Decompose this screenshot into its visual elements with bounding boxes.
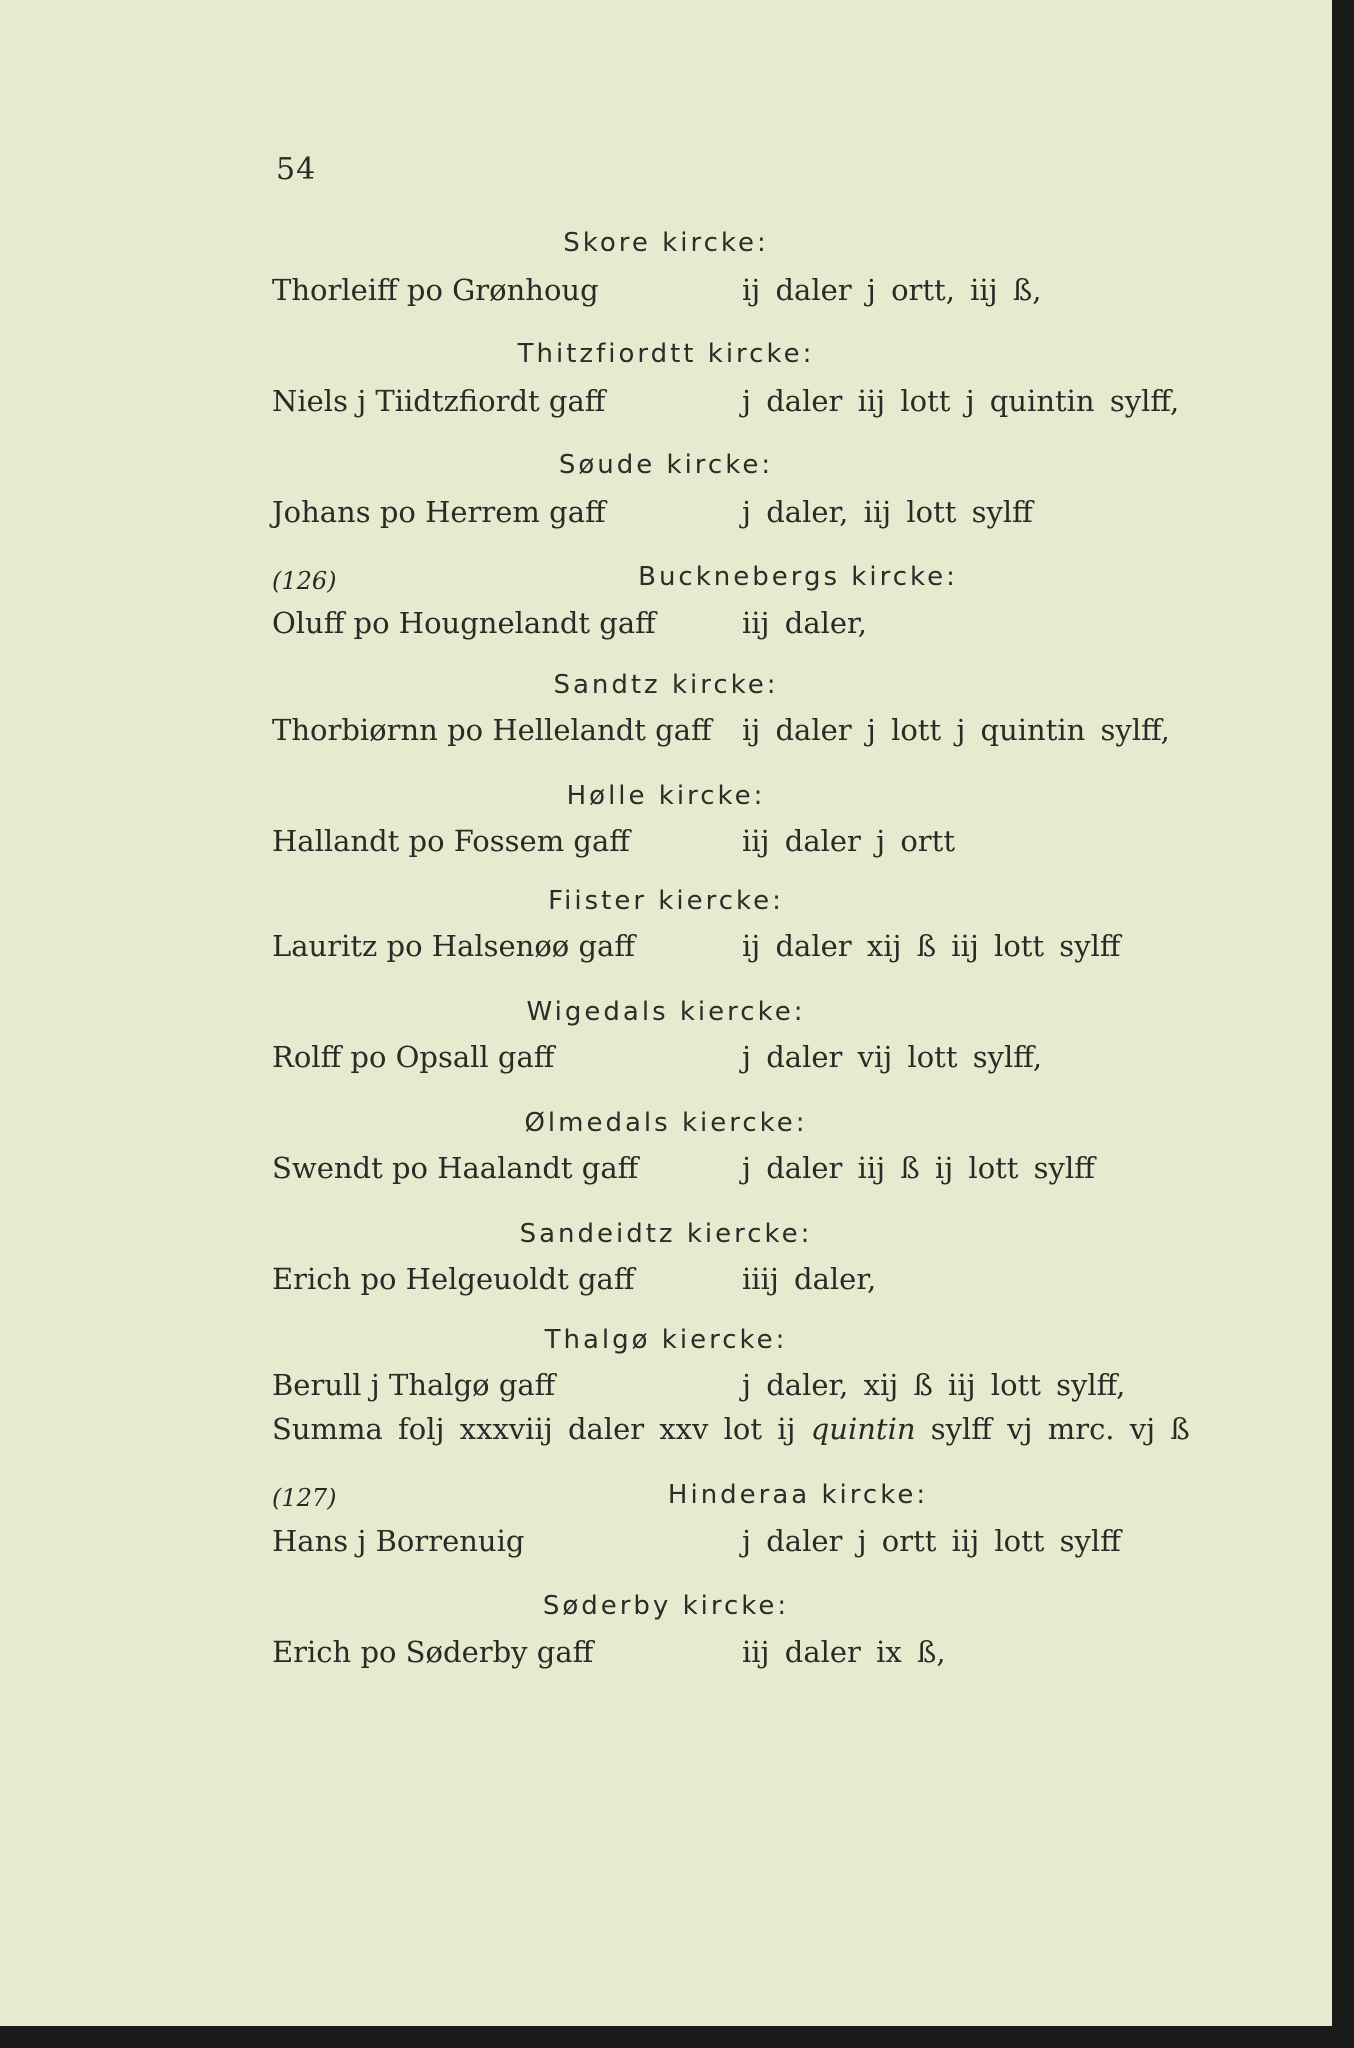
- donor-text: Niels j Tiidtzfiordt gaff: [272, 384, 606, 418]
- amount-text: j daler iij lott j quintin sylff,: [742, 384, 1180, 418]
- page-marker: (127): [272, 1484, 337, 1512]
- summa-prefix: Summa folj: [272, 1412, 445, 1446]
- church-heading: Fiister kiercke:: [548, 886, 784, 916]
- amount-text: j daler, xij ß iij lott sylff,: [742, 1368, 1126, 1402]
- donor-text: Swendt po Haalandt gaff: [272, 1151, 639, 1185]
- donor-text: Erich po Søderby gaff: [272, 1635, 594, 1669]
- amount-text: ij daler j ortt, iij ß,: [742, 273, 1042, 307]
- amount-text: iij daler ix ß,: [742, 1635, 946, 1669]
- church-heading: Thitzfiordtt kircke:: [517, 339, 815, 369]
- donor-text: Thorleiff po Grønhoug: [272, 273, 599, 307]
- summa-text: xxxviij daler xxv lot ij: [459, 1412, 796, 1446]
- church-heading: Thalgø kiercke:: [544, 1325, 788, 1355]
- amount-text: iiij daler,: [742, 1262, 877, 1296]
- page-number: 54: [276, 152, 317, 187]
- page-marker: (126): [272, 567, 337, 595]
- summa-quintin: quintin: [810, 1412, 916, 1446]
- church-heading: Hinderaa kircke:: [667, 1480, 929, 1510]
- amount-text: j daler vij lott sylff,: [742, 1040, 1043, 1074]
- donor-text: Oluff po Hougnelandt gaff: [272, 606, 656, 640]
- church-heading: Sandtz kircke:: [553, 670, 779, 700]
- amount-text: iij daler,: [742, 606, 867, 640]
- amount-text: j daler, iij lott sylff: [742, 495, 1033, 529]
- church-heading: Skore kircke:: [563, 228, 769, 258]
- donor-text: Lauritz po Halsenøø gaff: [272, 929, 635, 963]
- amount-text: iij daler j ortt: [742, 824, 955, 858]
- donor-text: Johans po Herrem gaff: [272, 495, 606, 529]
- donor-text: Thorbiørnn po Hellelandt gaff: [272, 713, 712, 747]
- church-heading: Ølmedals kiercke:: [524, 1108, 808, 1138]
- donor-text: Erich po Helgeuoldt gaff: [272, 1262, 635, 1296]
- summa-line: [272, 1412, 1190, 1446]
- donor-text: Berull j Thalgø gaff: [272, 1368, 556, 1402]
- church-heading: Wigedals kiercke:: [526, 997, 806, 1027]
- amount-text: ij daler j lott j quintin sylff,: [742, 713, 1170, 747]
- church-heading: Søderby kircke:: [542, 1591, 790, 1621]
- church-heading: Hølle kircke:: [566, 781, 766, 811]
- amount-text: ij daler xij ß iij lott sylff: [742, 929, 1121, 963]
- amount-text: j daler j ortt iij lott sylff: [742, 1524, 1121, 1558]
- church-heading: Bucknebergs kircke:: [638, 562, 958, 592]
- amount-text: j daler iij ß ij lott sylff: [742, 1151, 1095, 1185]
- donor-text: Hallandt po Fossem gaff: [272, 824, 630, 858]
- church-heading: Søude kircke:: [558, 450, 774, 480]
- summa-suffix: sylff vj mrc. vj ß: [930, 1412, 1190, 1446]
- donor-text: Hans j Borrenuig: [272, 1524, 525, 1558]
- church-heading: Sandeidtz kiercke:: [519, 1219, 813, 1249]
- donor-text: Rolff po Opsall gaff: [272, 1040, 555, 1074]
